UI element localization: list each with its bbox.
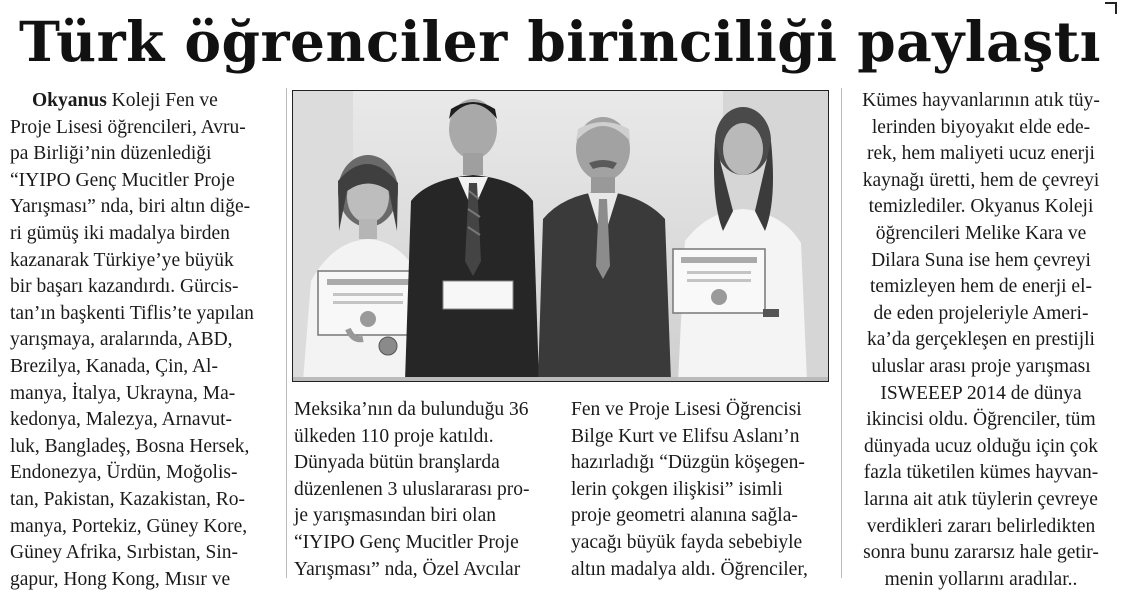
text-line: temizleyen hem de enerji el- [870,276,1092,298]
text-line: manya, Portekiz, Güney Kore, [10,515,248,537]
article-photo [292,90,829,382]
text-line: tan’ın başkenti Tiflis’te yapılan [10,302,254,324]
text-line: proje geometri alanına sağla- [571,505,798,527]
text-line: Fen ve Proje Lisesi Öğrencisi [571,399,802,420]
text-line: Dünyada bütün branşlarda [294,452,500,474]
text-line: lerin çokgen ilişkisi” isimli [571,478,783,500]
text-line: “IYIPO Genç Mucitler Proje [294,531,519,553]
text-line: Güney Afrika, Sırbistan, Sin- [10,542,239,564]
text-line: rek, hem maliyeti ucuz enerji [867,143,1095,165]
text-line: luk, Bangladeş, Bosna Hersek, [10,435,250,457]
lead-line-rest: Koleji Fen ve [106,90,218,111]
text-line: kaynağı üretti, hem de çevreyi [862,169,1100,191]
article-column-3 [571,397,833,583]
text-line: Kümes hayvanlarının atık tüy- [862,90,1100,111]
text-line: ri gümüş iki madalya birden [10,222,230,244]
article-column-1 [10,88,282,593]
text-line: tan, Pakistan, Kazakistan, Ro- [10,488,246,510]
lead-bold-word: Okyanus [32,90,107,111]
text-line: yarışmaya, aralarında, ABD, [10,329,233,351]
text-line: Endonezya, Ürdün, Moğolis- [10,462,238,484]
text-line: verdikleri zararı belirledikten [866,515,1096,537]
text-line: kedonya, Malezya, Arnavut- [10,409,233,431]
text-line: larına ait atık tüylerin çevreye [864,488,1098,510]
text-line: gapur, Hong Kong, Mısır ve [10,568,231,590]
text-line: Yarışması” nda, biri altın diğe- [10,196,251,218]
text-line: bir başarı kazandırdı. Gürcis- [10,276,239,298]
text-line: Proje Lisesi öğrencileri, Avru- [10,116,246,138]
text-line: Yarışması” nda, Özel Avcılar [294,558,521,580]
text-line: Bilge Kurt ve Elifsu Aslanı’n [571,425,800,447]
text-line: yacağı büyük fayda sebebiyle [571,531,803,553]
text-line: Meksika’nın da bulunduğu 36 [294,399,529,420]
text-line: altın madalya aldı. Öğrenciler, [571,558,808,580]
text-line: ikincisi oldu. Öğrenciler, tüm [866,409,1096,431]
column-rule [286,88,287,578]
text-line: de eden projeleriyle Ameri- [873,302,1089,324]
text-line: sonra bunu zararsız hale getir- [863,542,1099,564]
text-line: kazanarak Türkiye’ye büyük [10,249,234,271]
text-line: temizlediler. Okyanus Koleji [868,196,1094,218]
award-ceremony-photo [293,91,828,381]
text-line: je yarışmasından biri olan [294,505,496,527]
text-line: lerinden biyoyakıt elde ede- [871,116,1091,138]
text-line: Brezilya, Kanada, Çin, Al- [10,355,218,377]
text-line: fazla tüketilen kümes hayvan- [863,462,1099,484]
text-line: dünyada ucuz olduğu için çok [864,435,1098,457]
text-line: düzenlenen 3 uluslararası pro- [294,478,530,500]
text-line: menin yollarını aradılar.. [884,568,1078,590]
text-line: uluslar arası proje yarışması [871,355,1091,377]
text-line: hazırladığı “Düzgün köşegen- [571,452,805,474]
column-rule [841,88,842,578]
text-line: manya, İtalya, Ukrayna, Ma- [10,382,236,404]
lead-line [10,88,282,115]
text-line: Dilara Suna ise hem çevreyi [871,249,1091,271]
text-line: “IYIPO Genç Mucitler Proje [10,169,235,191]
text-line: pa Birliği’nin düzenlediği [10,143,212,165]
text-line: ka’da gerçekleşen en prestijli [867,329,1095,351]
article-column-2 [294,397,556,583]
text-line: ISWEEEP 2014 de dünya [880,382,1082,404]
text-line: öğrencileri Melike Kara ve [875,222,1087,244]
text-line: ülkeden 110 proje katıldı. [294,425,494,447]
headline: Türk öğrenciler birinciliği paylaştı [18,9,1102,74]
article-column-4 [850,88,1112,593]
